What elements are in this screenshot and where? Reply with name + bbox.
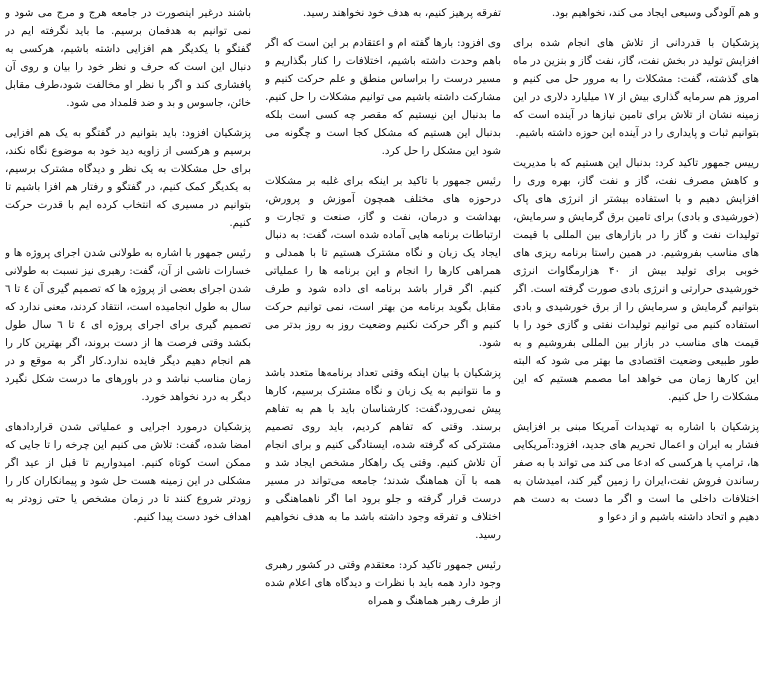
paragraph: پزشکیان با بیان اینکه وقتی تعداد برنامه‌ها متعدد باشد و ما نتوانیم به یک زبان و نگاه مشترک برسیم، کارها پیش نمی‌رود،گفت: کارشناسان باید با هم به تفاهم برسند. وقتی که تفاهم کردیم، باید روی تصمیم مشترکی که گرفته شده، ایستادگی کنیم و برای انجام آن تلاش کنیم. وقتی یک راهکار مشخص ایجاد شد و همه با آن هماهنگ شدند؛ جامعه می‌تواند در مسیر درست قرار گرفته و جلو برود اما اگر ناهماهنگی و اختلاف و تفرقه وجود داشته باشد ما به هدف نخواهیم رسید. <box>265 367 501 541</box>
paragraph: تفرقه پرهیز کنیم، به هدف خود نخواهند رسید. <box>302 7 501 19</box>
text-column-3 <box>5 4 251 694</box>
paragraph: رئیس جمهور با اشاره به طولانی شدن اجرای پروژه ها و خسارات ناشی از آن، گفت: رهبری نیز نسبت به طولانی شدن اجرای بعضی از پروژه ها که تصمیم گیری آن ٤ تا ٦ سال به طول انجامیده است، انتقاد کردند، معنی ندارد که تصمیم گیری برای اجرای پروژه ای ٤ تا ٦ سال طول بکشد وقتی فرصت ها از دست بروند، اگر بهترین کار را هم انجام دهیم دیگر فایده ندارد.کار اگر به موقع و در زمان مناسب نباشد و در باورهای ما درست شکل نگیرد دیگر به درد نخواهد خورد. <box>5 247 251 403</box>
paragraph: باشند درغیر اینصورت در جامعه هرج و مرج می شود و نمی توانیم به هدفمان برسیم. ما باید نگرفته ایم در گفتگو با یکدیگر هم افزایی داشته باشیم، هرکسی به دنبال این است که حرف و نظر خود را بیان و روی آن پافشاری کند و اگر با نظر او مخالفت شود،طرف مقابل خائن، جاسوس و بد و ضد قلمداد می شود. <box>5 7 251 109</box>
text-column-2 <box>265 4 501 694</box>
paragraph: رئیس جمهور تاکید کرد: معتقدم وقتی در کشور رهبری وجود دارد همه باید با نظرات و دیدگاه های اعلام شده از طرف رهبر هماهنگ و همراه <box>265 559 501 607</box>
paragraph: پزشکیان درمورد اجرایی و عملیاتی شدن قراردادهای امضا شده، گفت: تلاش می کنیم این چرخه را تا جایی که ممکن است کوتاه کنیم. امیدواریم تا قبل از عید اگر مشکلی در این زمینه هست حل شود و پیمانکاران کار را زودتر شروع کنند تا در زمان مشخص یا حتی زودتر به اهداف خود دست پیدا کنیم. <box>5 421 251 523</box>
text-column-1 <box>513 4 759 694</box>
paragraph: و هم آلودگی وسیعی ایجاد می کند، نخواهیم بود. <box>551 7 759 19</box>
paragraph: رییس جمهور تاکید کرد: بدنبال این هستیم که با مدیریت و کاهش مصرف نفت، گاز و نفت گاز، بهره وری را افزایش دهیم و با استفاده بیشتر از انرژی های پاک (خورشیدی و بادی) برای تامین برق گرمایش و سرمایش، تولیدات نفت و گاز را در بازارهای بین المللی با قیمت های مناسب بفروشیم. در همین راستا برنامه ریزی های خوبی برای تولید بیش از ۴۰ هزارمگاوات انرژی خورشیدی حرارتی و انرژی بادی صورت گرفته است. اگر بتوانیم گرمایش و سرمایش را از برق خورشیدی و بادی استفاده کنیم می توانیم تولیدات نفتی و گازی خود را با قیمت های مناسب در بازار بین المللی بفروشیم و به طور طبیعی وضعیت اقتصادی ما بهتر می شود که البته این کارها زمان می خواهد اما مصمم هستیم که این مشکلات را حل کنیم. <box>513 157 759 403</box>
paragraph: پزشکیان با اشاره به تهدیدات آمریکا مبنی بر افزایش فشار به ایران و اعمال تحریم های جدید، افزود:آمریکایی ها، ترامپ یا هرکسی که ادعا می کند می تواند با به صفر رساندن فروش نفت،ایران را زمین گیر کند، امیدشان به اختلافات داخلی ما است و اگر ما دست به دست هم دهیم و اتحاد داشته باشیم و از دعوا و <box>513 421 759 523</box>
paragraph: پزشکیان با قدردانی از تلاش های انجام شده برای افزایش تولید در بخش نفت، گاز، نفت گاز و بنزین در ماه های گذشته، گفت: مشکلات را به مرور حل می کنیم و امروز هم سرمایه گذاری بیش از ۱۷ میلیارد دلاری در این زمینه نشان از تلاش برای تامین نیازها در آینده است که بتوانیم ثبات و پایداری را در آینده این حوزه داشته باشیم. <box>513 37 759 139</box>
paragraph: وی افزود: بارها گفته ام و اعتقادم بر این است که اگر باهم وحدت داشته باشیم، اختلافات را کنار بگذاریم و مسیر درست را براساس منطق و علم حرکت کنیم و مشارکت داشته باشیم می توانیم مشکلات را حل کنیم. ما بدنبال این نیستیم که مقصر چه کسی است بلکه بدنبال این هستیم که مشکل کجا است و چگونه می شود این مشکل را حل کرد. <box>265 37 501 157</box>
paragraph: پزشکیان افزود: باید بتوانیم در گفتگو به یک هم افزایی برسیم و هرکسی از زاویه دید خود به موضوع نگاه نکند، برای حل مشکلات به یک نظر و دیدگاه مشترک برسیم، به یکدیگر کمک کنیم، در گفتگو و رفتار هم افزا باشیم تا بتوانیم در مسیری که انتخاب کرده ایم با قدرت حرکت کنیم. <box>5 127 251 229</box>
paragraph: رئیس جمهور با تاکید بر اینکه برای غلبه بر مشکلات درحوزه های مختلف همچون آموزش و پرورش، بهداشت و درمان، نفت و گاز، صنعت و تجارت و ارتباطات برنامه هایی آماده شده است، گفت: به دنبال ایجاد یک زبان و نگاه مشترک هستیم تا با همدلی و همراهی کارها را انجام و این برنامه ها را عملیاتی کنیم. اگر قرار باشد برنامه ای داده شود و طرف مقابل بگوید برنامه من بهتر است، نمی توانیم حرکت کنیم و اگر حرکت نکنیم وضعیت روز به روز بدتر می شود. <box>265 175 501 349</box>
